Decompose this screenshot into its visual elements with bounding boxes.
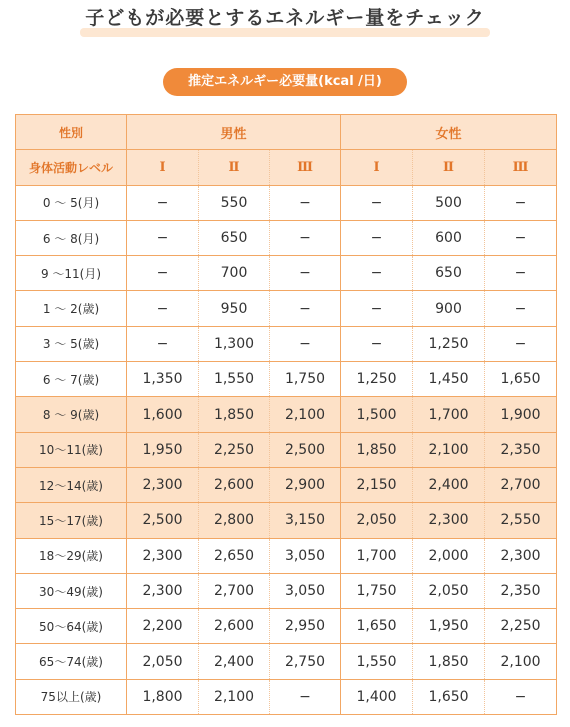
- male-level-1-cell: −: [127, 256, 199, 291]
- female-level-1-cell: 1,400: [341, 679, 413, 714]
- male-level-1-cell: −: [127, 326, 199, 361]
- male-header: 男性: [127, 115, 341, 150]
- table-body: [16, 185, 557, 714]
- female-level-3-cell: −: [485, 220, 557, 255]
- male-level-3-cell: 2,950: [270, 609, 341, 644]
- female-level-3-cell: −: [485, 185, 557, 220]
- male-level-2-cell: 2,250: [199, 432, 270, 467]
- female-level-3-cell: 2,100: [485, 644, 557, 679]
- male-level-2-cell: 950: [199, 291, 270, 326]
- age-group-cell: 9 〜11(月): [16, 256, 127, 291]
- table-row: [16, 291, 557, 326]
- female-level-3-cell: −: [485, 256, 557, 291]
- female-level-1-cell: 1,500: [341, 397, 413, 432]
- table-row: [16, 679, 557, 714]
- male-level-3-cell: −: [270, 185, 341, 220]
- female-level-3-cell: 2,250: [485, 609, 557, 644]
- level-header-female-1: Ⅰ: [341, 150, 413, 185]
- page-title: 子どもが必要とするエネルギー量をチェック: [85, 7, 485, 29]
- female-level-3-cell: 1,650: [485, 362, 557, 397]
- table-row: [16, 362, 557, 397]
- female-level-2-cell: 900: [413, 291, 485, 326]
- male-level-2-cell: 1,850: [199, 397, 270, 432]
- female-level-2-cell: 500: [413, 185, 485, 220]
- table-row: [16, 256, 557, 291]
- male-level-3-cell: 2,100: [270, 397, 341, 432]
- female-level-1-cell: 1,550: [341, 644, 413, 679]
- male-level-2-cell: 2,600: [199, 467, 270, 502]
- male-level-3-cell: −: [270, 326, 341, 361]
- age-group-cell: 18〜29(歳): [16, 538, 127, 573]
- female-level-1-cell: 2,150: [341, 467, 413, 502]
- female-level-1-cell: −: [341, 326, 413, 361]
- female-level-1-cell: −: [341, 185, 413, 220]
- level-header-female-2: Ⅱ: [413, 150, 485, 185]
- female-level-1-cell: 2,050: [341, 503, 413, 538]
- female-level-3-cell: 2,350: [485, 573, 557, 608]
- male-level-1-cell: 1,800: [127, 679, 199, 714]
- female-level-3-cell: 2,300: [485, 538, 557, 573]
- female-level-1-cell: −: [341, 220, 413, 255]
- male-level-1-cell: 1,600: [127, 397, 199, 432]
- female-level-3-cell: −: [485, 326, 557, 361]
- female-level-3-cell: 1,900: [485, 397, 557, 432]
- male-level-2-cell: 1,550: [199, 362, 270, 397]
- table-row: [16, 644, 557, 679]
- female-level-1-cell: −: [341, 256, 413, 291]
- activity-level-label: 身体活動レベル: [16, 150, 127, 185]
- table-row: [16, 326, 557, 361]
- female-level-2-cell: 650: [413, 256, 485, 291]
- male-level-1-cell: 2,200: [127, 609, 199, 644]
- male-level-2-cell: 2,400: [199, 644, 270, 679]
- male-level-1-cell: −: [127, 220, 199, 255]
- female-level-3-cell: 2,350: [485, 432, 557, 467]
- female-level-3-cell: 2,700: [485, 467, 557, 502]
- female-level-2-cell: 1,250: [413, 326, 485, 361]
- female-level-2-cell: 2,050: [413, 573, 485, 608]
- male-level-3-cell: 2,750: [270, 644, 341, 679]
- table-caption-pill: 推定エネルギー必要量(kcal /日): [163, 68, 407, 96]
- male-level-1-cell: 2,050: [127, 644, 199, 679]
- male-level-2-cell: 700: [199, 256, 270, 291]
- male-level-1-cell: 2,300: [127, 467, 199, 502]
- male-level-3-cell: −: [270, 291, 341, 326]
- table-row: [16, 432, 557, 467]
- level-header-male-2: Ⅱ: [199, 150, 270, 185]
- male-level-3-cell: 3,050: [270, 573, 341, 608]
- table-row: [16, 397, 557, 432]
- table-row: [16, 220, 557, 255]
- age-group-cell: 0 〜 5(月): [16, 185, 127, 220]
- female-level-3-cell: 2,550: [485, 503, 557, 538]
- female-level-1-cell: 1,750: [341, 573, 413, 608]
- age-group-cell: 65〜74(歳): [16, 644, 127, 679]
- female-level-2-cell: 2,100: [413, 432, 485, 467]
- male-level-1-cell: −: [127, 185, 199, 220]
- energy-table: [15, 114, 557, 715]
- male-level-1-cell: −: [127, 291, 199, 326]
- male-level-3-cell: −: [270, 256, 341, 291]
- male-level-2-cell: 2,600: [199, 609, 270, 644]
- female-level-2-cell: 2,000: [413, 538, 485, 573]
- table-row: [16, 503, 557, 538]
- male-level-2-cell: 550: [199, 185, 270, 220]
- female-level-3-cell: −: [485, 291, 557, 326]
- table-row: [16, 467, 557, 502]
- male-level-3-cell: 2,900: [270, 467, 341, 502]
- male-level-3-cell: 3,050: [270, 538, 341, 573]
- age-group-cell: 12〜14(歳): [16, 467, 127, 502]
- table-row: [16, 538, 557, 573]
- male-level-3-cell: 1,750: [270, 362, 341, 397]
- female-level-1-cell: 1,650: [341, 609, 413, 644]
- female-level-1-cell: 1,850: [341, 432, 413, 467]
- table-row: [16, 573, 557, 608]
- male-level-1-cell: 2,300: [127, 573, 199, 608]
- female-level-1-cell: −: [341, 291, 413, 326]
- age-group-cell: 3 〜 5(歳): [16, 326, 127, 361]
- male-level-2-cell: 2,700: [199, 573, 270, 608]
- female-level-2-cell: 1,950: [413, 609, 485, 644]
- female-level-2-cell: 1,700: [413, 397, 485, 432]
- level-header-female-3: Ⅲ: [485, 150, 557, 185]
- age-group-cell: 10〜11(歳): [16, 432, 127, 467]
- age-group-cell: 1 〜 2(歳): [16, 291, 127, 326]
- male-level-3-cell: −: [270, 220, 341, 255]
- male-level-1-cell: 2,500: [127, 503, 199, 538]
- male-level-2-cell: 2,650: [199, 538, 270, 573]
- female-level-2-cell: 1,450: [413, 362, 485, 397]
- header-row-sex: [16, 115, 557, 150]
- age-group-cell: 15〜17(歳): [16, 503, 127, 538]
- male-level-3-cell: −: [270, 679, 341, 714]
- female-level-2-cell: 2,400: [413, 467, 485, 502]
- male-level-2-cell: 1,300: [199, 326, 270, 361]
- female-level-2-cell: 2,300: [413, 503, 485, 538]
- male-level-1-cell: 1,350: [127, 362, 199, 397]
- female-level-1-cell: 1,700: [341, 538, 413, 573]
- level-header-male-3: Ⅲ: [270, 150, 341, 185]
- female-level-3-cell: −: [485, 679, 557, 714]
- female-level-2-cell: 1,850: [413, 644, 485, 679]
- age-group-cell: 8 〜 9(歳): [16, 397, 127, 432]
- sex-header-label: 性別: [16, 115, 127, 150]
- male-level-2-cell: 2,100: [199, 679, 270, 714]
- female-level-1-cell: 1,250: [341, 362, 413, 397]
- female-level-2-cell: 1,650: [413, 679, 485, 714]
- table-row: [16, 185, 557, 220]
- age-group-cell: 6 〜 7(歳): [16, 362, 127, 397]
- age-group-cell: 75以上(歳): [16, 679, 127, 714]
- male-level-1-cell: 2,300: [127, 538, 199, 573]
- age-group-cell: 50〜64(歳): [16, 609, 127, 644]
- header-row-activity: [16, 150, 557, 185]
- female-level-2-cell: 600: [413, 220, 485, 255]
- age-group-cell: 30〜49(歳): [16, 573, 127, 608]
- female-header: 女性: [341, 115, 557, 150]
- male-level-3-cell: 3,150: [270, 503, 341, 538]
- male-level-2-cell: 650: [199, 220, 270, 255]
- age-group-cell: 6 〜 8(月): [16, 220, 127, 255]
- male-level-2-cell: 2,800: [199, 503, 270, 538]
- level-header-male-1: Ⅰ: [127, 150, 199, 185]
- male-level-3-cell: 2,500: [270, 432, 341, 467]
- male-level-1-cell: 1,950: [127, 432, 199, 467]
- table-row: [16, 609, 557, 644]
